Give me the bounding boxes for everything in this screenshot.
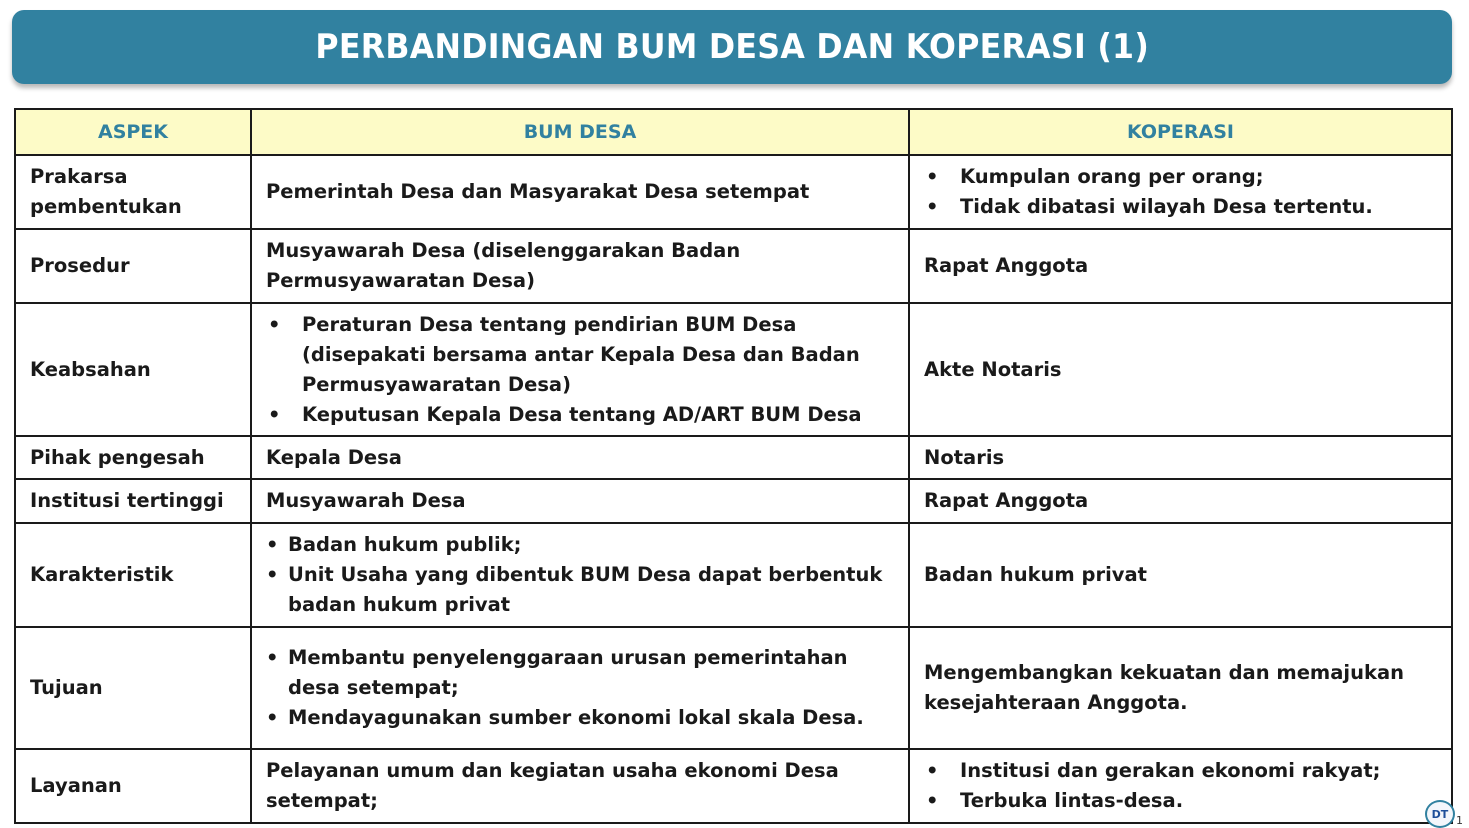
table-row <box>15 627 1452 749</box>
page-title: PERBANDINGAN BUM DESA DAN KOPERASI (1) <box>315 27 1149 67</box>
cell-bum-desa: Pelayanan umum dan kegiatan usaha ekonomi Desa setempat; <box>251 749 909 823</box>
table-header-row <box>15 109 1452 155</box>
cell-aspek: Tujuan <box>15 627 251 749</box>
cell-aspek: Prosedur <box>15 229 251 303</box>
logo-icon: DT <box>1425 800 1455 828</box>
header-aspek: ASPEK <box>15 109 251 155</box>
table-row <box>15 303 1452 436</box>
cell-koperasi: Notaris <box>909 436 1452 479</box>
table-row <box>15 479 1452 523</box>
cell-aspek: Pihak pengesah <box>15 436 251 479</box>
page-number: 1 <box>1456 814 1463 827</box>
cell-aspek: Karakteristik <box>15 523 251 627</box>
list-item: • Institusi dan gerakan ekonomi rakyat; <box>924 756 1437 786</box>
list-item: • Unit Usaha yang dibentuk BUM Desa dapat berbentuk badan hukum privat <box>266 560 894 620</box>
list-item: • Membantu penyelenggaraan urusan pemerintahan desa setempat; <box>266 643 894 703</box>
cell-koperasi <box>909 749 1452 823</box>
cell-koperasi: Badan hukum privat <box>909 523 1452 627</box>
comparison-table <box>14 108 1453 824</box>
list-item: • Terbuka lintas-desa. <box>924 786 1437 816</box>
cell-koperasi: Mengembangkan kekuatan dan memajukan kesejahteraan Anggota. <box>909 627 1452 749</box>
list-item: • Peraturan Desa tentang pendirian BUM Desa (disepakati bersama antar Kepala Desa dan Badan Permusyawaratan Desa) <box>266 310 894 400</box>
cell-koperasi: Rapat Anggota <box>909 479 1452 523</box>
cell-aspek: Prakarsa pembentukan <box>15 155 251 229</box>
header-koperasi: KOPERASI <box>909 109 1452 155</box>
cell-koperasi: Rapat Anggota <box>909 229 1452 303</box>
cell-koperasi <box>909 155 1452 229</box>
cell-aspek: Institusi tertinggi <box>15 479 251 523</box>
list-item: • Badan hukum publik; <box>266 530 894 560</box>
cell-bum-desa <box>251 627 909 749</box>
header-bum-desa: BUM DESA <box>251 109 909 155</box>
title-banner <box>12 10 1452 84</box>
table-row <box>15 523 1452 627</box>
list-item: • Tidak dibatasi wilayah Desa tertentu. <box>924 192 1437 222</box>
cell-bum-desa: Pemerintah Desa dan Masyarakat Desa setempat <box>251 155 909 229</box>
list-item: • Keputusan Kepala Desa tentang AD/ART BUM Desa <box>266 400 894 430</box>
table-row <box>15 749 1452 823</box>
cell-bum-desa: Musyawarah Desa (diselenggarakan Badan Permusyawaratan Desa) <box>251 229 909 303</box>
cell-aspek: Layanan <box>15 749 251 823</box>
cell-bum-desa: Kepala Desa <box>251 436 909 479</box>
table-row <box>15 155 1452 229</box>
cell-bum-desa <box>251 523 909 627</box>
table-row <box>15 229 1452 303</box>
cell-aspek: Keabsahan <box>15 303 251 436</box>
cell-koperasi: Akte Notaris <box>909 303 1452 436</box>
cell-bum-desa <box>251 303 909 436</box>
list-item: • Kumpulan orang per orang; <box>924 162 1437 192</box>
cell-bum-desa: Musyawarah Desa <box>251 479 909 523</box>
table-row <box>15 436 1452 479</box>
list-item: • Mendayagunakan sumber ekonomi lokal skala Desa. <box>266 703 894 733</box>
